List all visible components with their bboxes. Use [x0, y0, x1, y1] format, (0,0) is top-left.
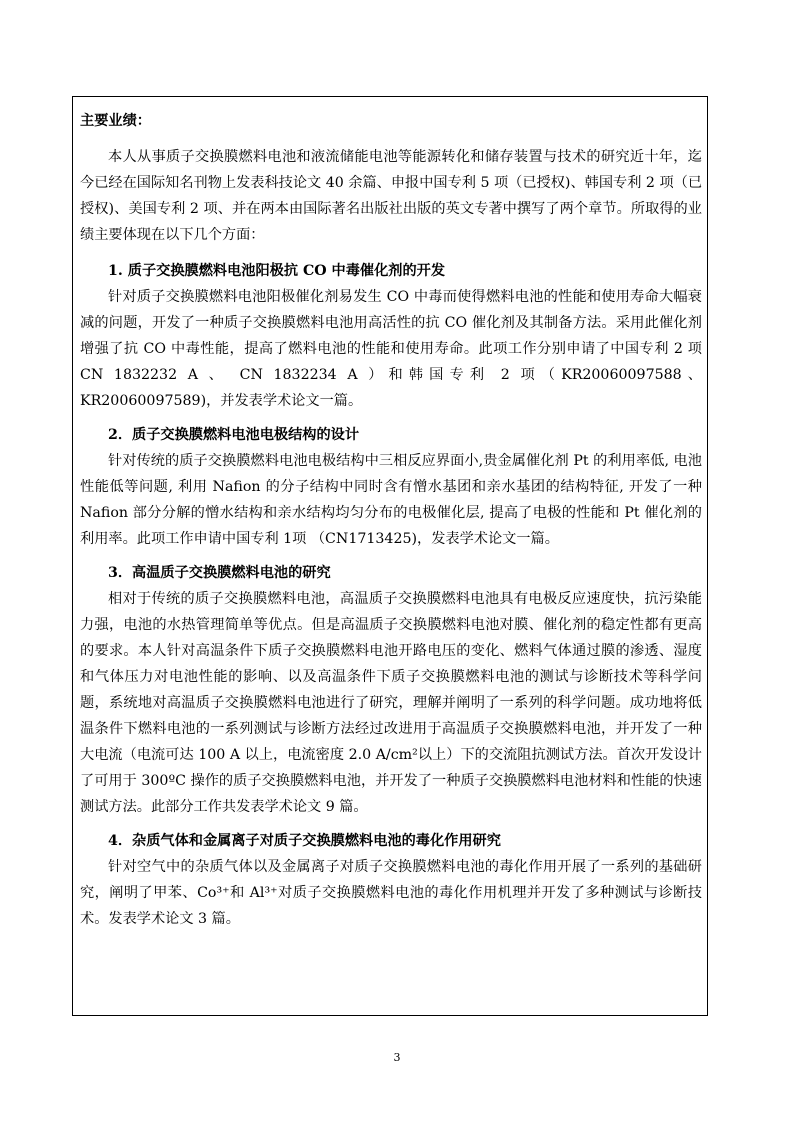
section-3-title: 3．高温质子交换膜燃料电池的研究: [108, 565, 331, 581]
section-3: [80, 560, 702, 820]
section-2: [80, 422, 702, 552]
section-heading: 主要业绩：: [80, 113, 151, 129]
section-4-body: 针对空气中的杂质气体以及金属离子对质子交换膜燃料电池的毒化作用开展了一系列的基础研究，阐明了甲苯、Co³⁺和 Al³⁺对质子交换膜燃料电池的毒化作用机理并开发了多种测试与诊断技术。发表学术论文 3 篇。: [80, 859, 702, 927]
section-1-title: 1. 质子交换膜燃料电池阳极抗 CO 中毒催化剂的开发: [108, 263, 446, 279]
document-content: [80, 108, 702, 940]
section-2-title: 2．质子交换膜燃料电池电极结构的设计: [108, 427, 360, 443]
section-2-body: 针对传统的质子交换膜燃料电池电极结构中三相反应界面小,贵金属催化剂 Pt 的利用率低, 电池性能低等问题, 利用 Nafion 的分子结构中同时含有憎水基团和亲水基团的结构特征, 开发了一种 Nafion 部分分解的憎水结构和亲水结构均匀分布的电极催化层, 提高了电极的性能和 Pt 催化剂的利用率。此项工作申请中国专利 1项 （CN1713425)，发表学术论文一篇。: [80, 453, 702, 547]
section-3-body: 相对于传统的质子交换膜燃料电池，高温质子交换膜燃料电池具有电极反应速度快，抗污染能力强，电池的水热管理简单等优点。但是高温质子交换膜燃料电池对膜、催化剂的稳定性都有更高的要求。本人针对高温条件下质子交换膜燃料电池开路电压的变化、燃料气体通过膜的渗透、湿度和气体压力对电池性能的影响、以及高温条件下质子交换膜燃料电池的测试与诊断技术等科学问题，系统地对高温质子交换膜燃料电池进行了研究，理解并阐明了一系列的科学问题。成功地将低温条件下燃料电池的一系列测试与诊断方法经过改进用于高温质子交换膜燃料电池，并开发了一种大电流（电流可达 100 A 以上，电流密度 2.0 A/cm²以上）下的交流阻抗测试方法。首次开发设计了可用于 300ºC 操作的质子交换膜燃料电池，并开发了一种质子交换膜燃料电池材料和性能的快速测试方法。此部分工作共发表学术论文 9 篇。: [80, 591, 702, 815]
section-4: [80, 828, 702, 932]
intro-paragraph: 本人从事质子交换膜燃料电池和液流储能电池等能源转化和储存装置与技术的研究近十年，迄今已经在国际知名刊物上发表科技论文 40 余篇、申报中国专利 5 项（已授权)、韩国专利 2 项（已授权)、美国专利 2 项、并在两本由国际著名出版社出版的英文专著中撰写了两个章节。所取得的业绩主要体现在以下几个方面：: [80, 149, 703, 243]
section-1: [80, 258, 702, 414]
section-1-body: 针对质子交换膜燃料电池阳极催化剂易发生 CO 中毒而使得燃料电池的性能和使用寿命大幅衰减的问题，开发了一种质子交换膜燃料电池用高活性的抗 CO 催化剂及其制备方法。采用此催化剂增强了抗 CO 中毒性能，提高了燃料电池的性能和使用寿命。此项工作分别申请了中国专利 2 项 CN 1832232 A 、 CN 1832234 A ）和韩国专利 2 项（KR20060097588、 KR20060097589)，并发表学术论文一篇。: [80, 289, 702, 409]
page-number: 3: [393, 1051, 401, 1064]
section-4-title: 4．杂质气体和金属离子对质子交换膜燃料电池的毒化作用研究: [108, 833, 501, 849]
